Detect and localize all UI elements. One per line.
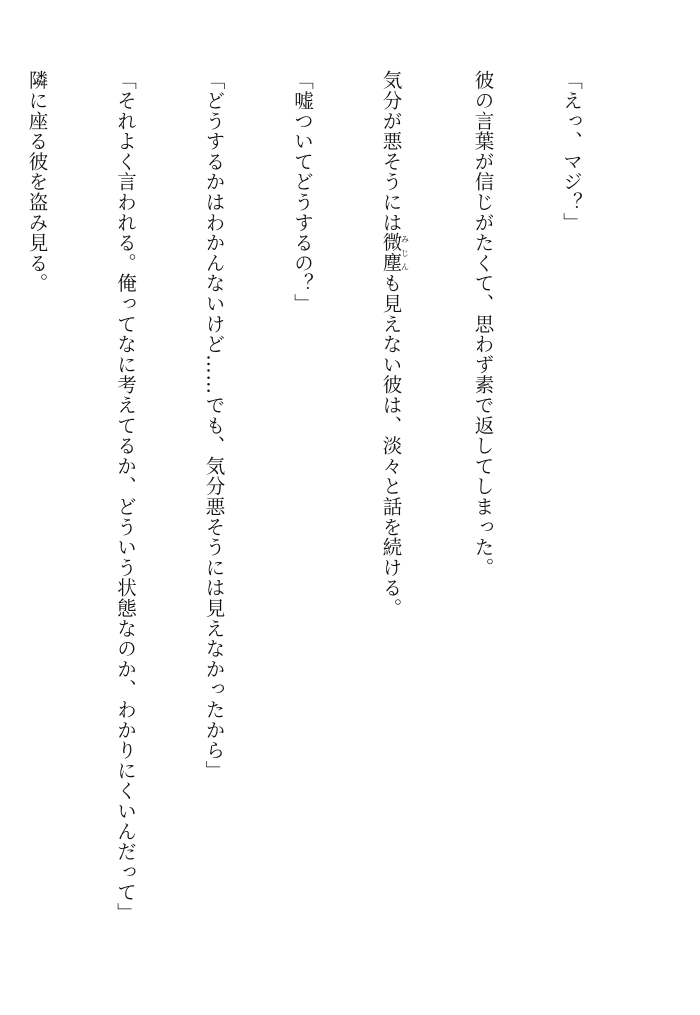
text-line-7: 隣に座る彼を盗み見る。 — [25, 70, 49, 294]
furigana: 微塵みじん — [379, 232, 410, 274]
text-line-6: 「それよく言われる。俺ってなに考えてるか、どういう状態なのか、わかりにくいんだって」 — [114, 70, 137, 923]
vertical-text-block — [0, 70, 645, 950]
text-line-3: 気分が悪そうには微塵みじんも見えない彼は、淡々と話を続ける。 — [379, 70, 410, 619]
text-line-2: 彼の言葉が信じがたくて、思わず素で返してしまった。 — [471, 70, 495, 578]
text-line-1: 「えっ、マジ？」 — [560, 70, 583, 233]
text-line-4: 「嘘ついてどうするの？」 — [291, 70, 314, 314]
text-line-5: 「どうするかはわかんないけど……でも、気分悪そうには見えなかったから」 — [202, 70, 226, 781]
